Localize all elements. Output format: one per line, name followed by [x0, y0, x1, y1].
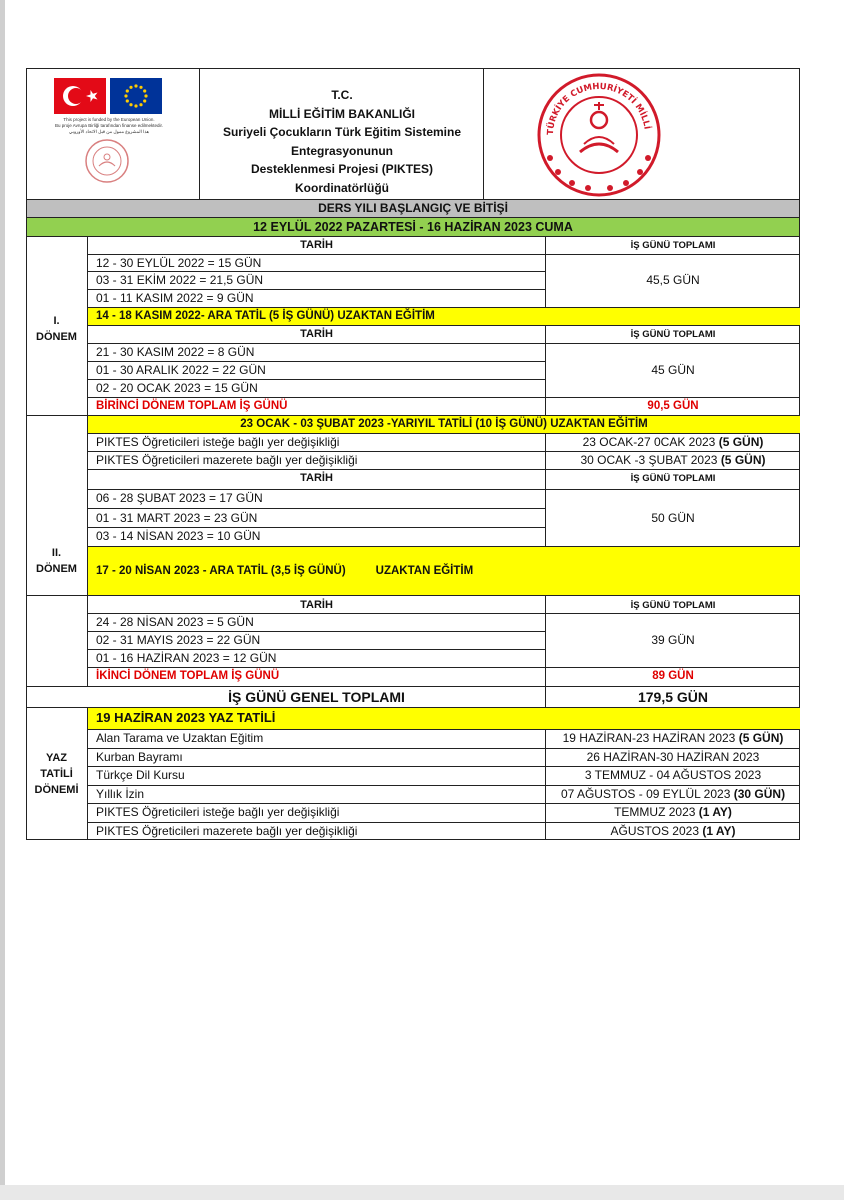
- date-row: 21 - 30 KASIM 2022 = 8 GÜN: [96, 345, 255, 359]
- relocation-dates: [546, 452, 800, 470]
- bottom-edge-strip: [0, 1185, 844, 1200]
- block-total: 45,5 GÜN: [646, 273, 700, 287]
- semester-break-row: 23 OCAK - 03 ŞUBAT 2023 -YARIYIL TATİLİ (10 İŞ GÜNÜ) UZAKTAN EĞİTİM: [88, 416, 800, 434]
- relocation-dates-text: 23 OCAK-27 0CAK 2023: [582, 435, 716, 449]
- first-term-total-value: 90,5 GÜN: [647, 400, 699, 412]
- eu-note-line-3: هذا المشروع ممول من قبل الاتحاد الأوروبي: [68, 129, 150, 134]
- header-line-project-3: Desteklenmesi Projesi (PIKTES): [250, 162, 434, 176]
- eu-funding-note: [44, 117, 174, 135]
- date-row: 01 - 16 HAZİRAN 2023 = 12 GÜN: [96, 651, 277, 665]
- relocation-dates: [546, 434, 800, 452]
- block-total: 50 GÜN: [651, 511, 695, 525]
- date-row: 01 - 11 KASIM 2022 = 9 GÜN: [96, 291, 254, 305]
- summer-row-dates: 26 HAZİRAN-30 HAZİRAN 2023: [586, 749, 760, 764]
- period-second-word: DÖNEM: [36, 563, 77, 575]
- header-title-block: [200, 86, 484, 197]
- col-header-tarih-2: TARİH: [300, 328, 333, 340]
- date-row: 02 - 20 OCAK 2023 = 15 GÜN: [96, 381, 258, 395]
- header-line-tc: T.C.: [331, 88, 353, 102]
- row-line: [88, 508, 545, 509]
- school-year-dates: 12 EYLÜL 2022 PAZARTESİ - 16 HAZİRAN 2023 CUMA: [26, 217, 800, 237]
- break-2-label: 17 - 20 NİSAN 2023 - ARA TATİL (3,5 İŞ GÜNÜ): [96, 565, 346, 577]
- block-total: 45 GÜN: [651, 363, 695, 377]
- summer-row-value: [546, 730, 800, 748]
- summer-row-label: Kurban Bayramı: [96, 749, 183, 764]
- seal-icon: [84, 138, 130, 184]
- break-row-1: 14 - 18 KASIM 2022- ARA TATİL (5 İŞ GÜNÜ) UZAKTAN EĞİTİM: [88, 308, 800, 326]
- summer-row-duration: (1 AY): [702, 823, 736, 838]
- ministry-seal: [528, 72, 670, 198]
- summer-row-value: [546, 786, 800, 804]
- summer-row-dates: 07 AĞUSTOS - 09 EYLÜL 2023: [560, 786, 731, 801]
- eu-note-line-1: This project is funded by the European Union.: [63, 117, 155, 122]
- col-header-total-3: İŞ GÜNÜ TOPLAMI: [630, 473, 716, 484]
- relocation-duration: (5 GÜN): [720, 453, 766, 467]
- summer-row-label: Alan Tarama ve Uzaktan Eğitim: [96, 731, 264, 745]
- period-summer-line-3: DÖNEMİ: [34, 784, 79, 796]
- row-line: [26, 595, 800, 596]
- grand-total-label: İŞ GÜNÜ GENEL TOPLAMI: [228, 689, 405, 705]
- period-first-numeral: I.: [53, 315, 60, 327]
- period-label-summer: [26, 750, 87, 798]
- summer-row-value: [546, 804, 800, 822]
- summer-row-value: [546, 749, 800, 767]
- relocation-label: PIKTES Öğreticileri isteğe bağlı yer değişikliği: [96, 435, 340, 449]
- date-row: 24 - 28 NİSAN 2023 = 5 GÜN: [96, 615, 254, 629]
- header-line-ministry: MİLLİ EĞİTİM BAKANLIĞI: [269, 106, 415, 121]
- grand-total-value: 179,5 GÜN: [637, 689, 709, 705]
- col-header-total-2: İŞ GÜNÜ TOPLAMI: [630, 329, 716, 340]
- summer-row-label: Yıllık İzin: [96, 786, 145, 801]
- summer-row-duration: (5 GÜN): [738, 731, 784, 745]
- header-line-coordination: Koordinatörlüğü: [295, 180, 389, 195]
- period-summer-line-1: YAZ: [46, 752, 67, 764]
- school-year-title: DERS YILI BAŞLANGIÇ VE BİTİŞİ: [26, 199, 800, 218]
- eu-stars-icon: [110, 78, 162, 114]
- ministry-seal-icon: [528, 72, 670, 198]
- summer-row-dates: 3 TEMMUZ - 04 AĞUSTOS 2023: [584, 768, 762, 782]
- summer-row-dates: AĞUSTOS 2023: [610, 823, 700, 838]
- relocation-dates-text: 30 OCAK -3 ŞUBAT 2023: [580, 453, 718, 467]
- turkey-flag: [54, 78, 106, 114]
- seal-text: TÜRKİYE CUMHURİYETİ MİLLİ: [545, 81, 652, 136]
- date-row: 02 - 31 MAYIS 2023 = 22 GÜN: [96, 633, 261, 647]
- summer-title-row: 19 HAZİRAN 2023 YAZ TATİLİ: [88, 708, 800, 730]
- second-term-total-value: 89 GÜN: [652, 670, 694, 682]
- date-row: 03 - 31 EKİM 2022 = 21,5 GÜN: [96, 273, 264, 287]
- date-row: 01 - 31 MART 2023 = 23 GÜN: [96, 511, 258, 525]
- period-label-first: [26, 313, 87, 345]
- summer-row-duration: (30 GÜN): [733, 786, 786, 801]
- relocation-duration: (5 GÜN): [718, 435, 764, 449]
- left-edge-strip: [0, 0, 5, 1185]
- summer-row-dates: 19 HAZİRAN-23 HAZİRAN 2023: [562, 731, 736, 745]
- second-term-total-label: İKİNCİ DÖNEM TOPLAM İŞ GÜNÜ: [96, 670, 280, 682]
- block-total: 39 GÜN: [651, 633, 695, 647]
- date-row: 01 - 30 ARALIK 2022 = 22 GÜN: [96, 363, 266, 377]
- eu-flag: [110, 78, 162, 114]
- relocation-label: PIKTES Öğreticileri mazerete bağlı yer değişikliği: [96, 453, 358, 467]
- date-row: 06 - 28 ŞUBAT 2023 = 17 GÜN: [96, 491, 263, 505]
- date-row: 12 - 30 EYLÜL 2022 = 15 GÜN: [96, 256, 262, 270]
- break-2-mode: UZAKTAN EĞİTİM: [375, 565, 474, 577]
- col-header-total-1: İŞ GÜNÜ TOPLAMI: [630, 240, 716, 251]
- date-row: 03 - 14 NİSAN 2023 = 10 GÜN: [96, 529, 261, 543]
- summer-row-duration: (1 AY): [698, 805, 732, 819]
- header-line-project-1: Suriyeli Çocukların Türk Eğitim Sistemine: [222, 125, 462, 139]
- first-term-total-label: BİRİNCİ DÖNEM TOPLAM İŞ GÜNÜ: [96, 400, 288, 412]
- col-header-tarih-3: TARİH: [300, 472, 333, 484]
- summer-row-label: PIKTES Öğreticileri isteğe bağlı yer değişikliği: [96, 805, 340, 819]
- period-summer-line-2: TATİLİ: [40, 768, 73, 780]
- summer-row-label: Türkçe Dil Kursu: [96, 768, 185, 782]
- crescent-star-icon: [54, 78, 106, 114]
- eu-note-line-2: Bu proje Avrupa Birliği tarafından finanse edilmektedir.: [55, 123, 163, 128]
- col-header-total-4: İŞ GÜNÜ TOPLAMI: [630, 600, 716, 611]
- period-first-word: DÖNEM: [36, 331, 77, 343]
- col-header-tarih-1: TARİH: [300, 239, 333, 251]
- summer-row-value: [546, 823, 800, 841]
- break-row-2: [88, 547, 800, 595]
- header-line-project-2: Entegrasyonunun: [290, 143, 393, 158]
- col-header-tarih-4: TARİH: [300, 599, 333, 611]
- period-second-numeral: II.: [51, 547, 62, 559]
- summer-row-value: [546, 767, 800, 785]
- summer-row-dates: TEMMUZ 2023: [614, 805, 696, 819]
- ministry-small-seal: [84, 138, 130, 184]
- summer-row-label: PIKTES Öğreticileri mazerete bağlı yer değişikliği: [96, 823, 358, 838]
- period-label-second: [26, 545, 87, 577]
